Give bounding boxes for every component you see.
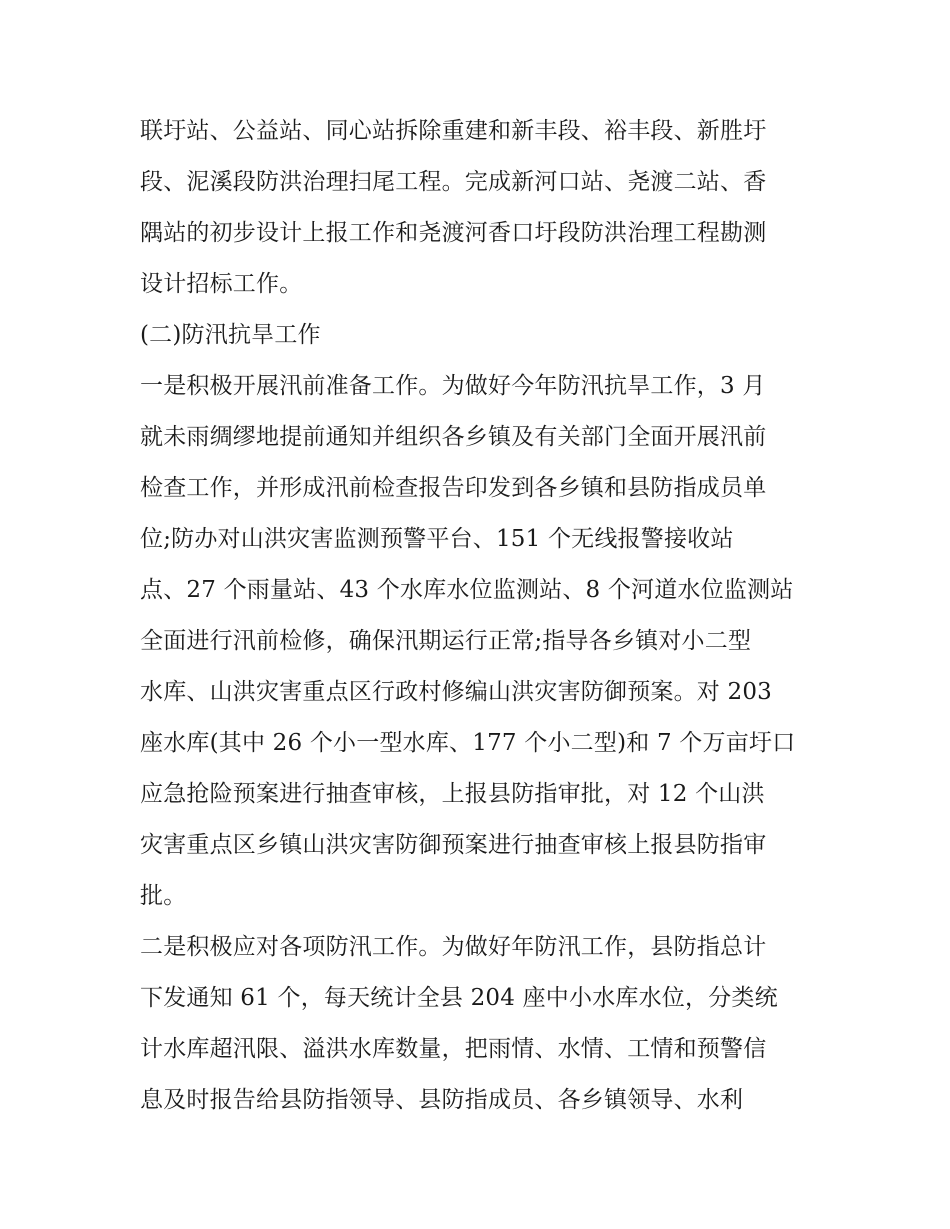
paragraph-line: 联圩站、公益站、同心站拆除重建和新丰段、裕丰段、新胜圩 bbox=[140, 118, 767, 144]
paragraph-line: 灾害重点区乡镇山洪灾害防御预案进行抽查审核上报县防指审 bbox=[140, 832, 767, 858]
paragraph-line: 座水库(其中 26 个小一型水库、177 个小二型)和 7 个万亩圩口 bbox=[140, 730, 796, 756]
paragraph-line: 计水库超汛限、溢洪水库数量，把雨情、水情、工情和预警信 bbox=[140, 1036, 767, 1062]
paragraph-line: 点、27 个雨量站、43 个水库水位监测站、8 个河道水位监测站 bbox=[140, 577, 794, 603]
paragraph-line: 设计招标工作。 bbox=[140, 271, 303, 297]
paragraph-line: 全面进行汛前检修，确保汛期运行正常;指导各乡镇对小二型 bbox=[140, 628, 752, 654]
paragraph-line: 批。 bbox=[140, 883, 187, 909]
paragraph-line: 段、泥溪段防洪治理扫尾工程。完成新河口站、尧渡二站、香 bbox=[140, 169, 767, 195]
paragraph-line: 位;防办对山洪灾害监测预警平台、151 个无线报警接收站 bbox=[140, 526, 734, 552]
section-heading: (二)防汛抗旱工作 bbox=[140, 322, 321, 348]
document-body bbox=[140, 106, 820, 1126]
paragraph-line: 就未雨绸缪地提前通知并组织各乡镇及有关部门全面开展汛前 bbox=[140, 424, 767, 450]
paragraph-line: 下发通知 61 个，每天统计全县 204 座中小水库水位，分类统 bbox=[140, 985, 778, 1011]
paragraph-line: 水库、山洪灾害重点区行政村修编山洪灾害防御预案。对 203 bbox=[140, 679, 773, 705]
paragraph-line: 二是积极应对各项防汛工作。为做好年防汛工作，县防指总计 bbox=[140, 934, 767, 960]
paragraph-line: 应急抢险预案进行抽查审核，上报县防指审批，对 12 个山洪 bbox=[140, 781, 765, 807]
paragraph-line: 隅站的初步设计上报工作和尧渡河香口圩段防洪治理工程勘测 bbox=[140, 220, 767, 246]
paragraph-line: 息及时报告给县防指领导、县防指成员、各乡镇领导、水利 bbox=[140, 1087, 744, 1113]
paragraph-line: 一是积极开展汛前准备工作。为做好今年防汛抗旱工作，3 月 bbox=[140, 373, 766, 399]
paragraph-line: 检查工作，并形成汛前检查报告印发到各乡镇和县防指成员单 bbox=[140, 475, 767, 501]
